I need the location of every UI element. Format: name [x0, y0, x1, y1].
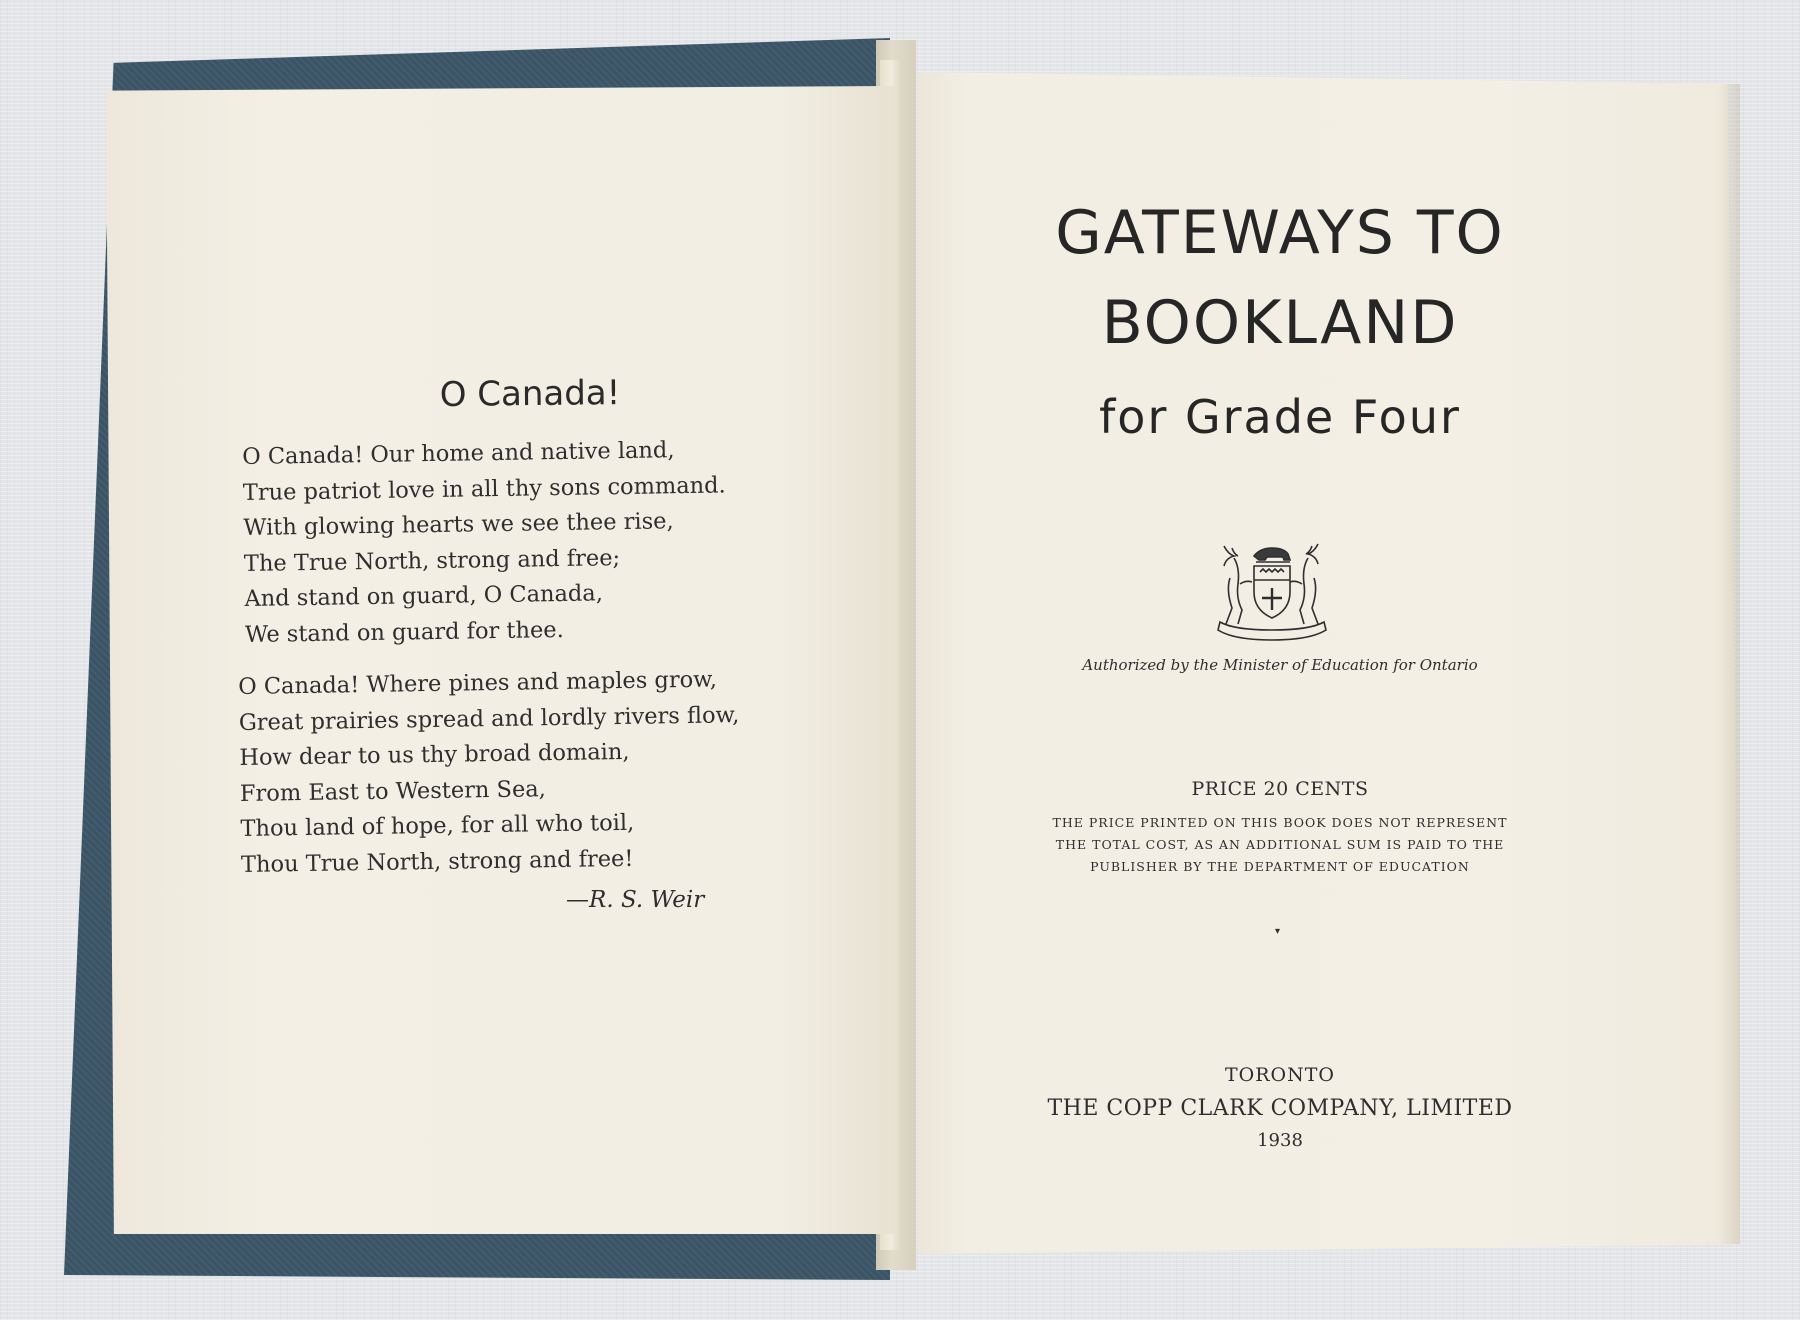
price-label: PRICE 20 CENTS: [1191, 778, 1369, 800]
price-disclaimer-line: THE TOTAL COST, AS AN ADDITIONAL SUM IS PAID TO THE: [1055, 837, 1505, 852]
ontario-coat-of-arms-icon: [1210, 538, 1334, 646]
poem-line: Thou land of hope, for all who toil,: [240, 809, 635, 842]
poem-stanza-2: [238, 662, 742, 883]
poem-line: O Canada! Our home and native land,: [242, 437, 675, 470]
authorization-note: Authorized by the Minister of Education for Ontario: [1082, 656, 1478, 674]
poem-author: —R. S. Weir: [566, 887, 705, 913]
book-title-line-2: BOOKLAND: [1101, 288, 1459, 358]
poem-line: How dear to us thy broad domain,: [239, 738, 630, 771]
poem-title: O Canada!: [439, 373, 621, 415]
book-title-line-1: GATEWAYS TO: [1055, 198, 1505, 268]
price-disclaimer: [1010, 812, 1550, 878]
poem-line: The True North, strong and free;: [243, 544, 621, 577]
left-page: [106, 86, 896, 1234]
publisher-city: TORONTO: [1224, 1064, 1335, 1086]
poem-stanza-1: [242, 432, 728, 653]
poem-line: From East to Western Sea,: [239, 775, 547, 807]
publisher-name: THE COPP CLARK COMPANY, LIMITED: [1047, 1096, 1513, 1121]
book-subtitle: for Grade Four: [1099, 390, 1461, 444]
price-disclaimer-line: THE PRICE PRINTED ON THIS BOOK DOES NOT REPRESENT: [1052, 815, 1508, 830]
poem-line: Great prairies spread and lordly rivers flow,: [238, 701, 740, 736]
poem-line: Thou True North, strong and free!: [240, 845, 634, 878]
book-title: [970, 188, 1590, 368]
price-disclaimer-line: PUBLISHER BY THE DEPARTMENT OF EDUCATION: [1090, 859, 1470, 874]
poem-line: O Canada! Where pines and maples grow,: [238, 666, 718, 700]
poem-line: With glowing hearts we see thee rise,: [243, 508, 674, 541]
poem-line: And stand on guard, O Canada,: [244, 580, 604, 612]
poem-line: True patriot love in all thy sons command.: [242, 471, 726, 506]
poem-line: We stand on guard for thee.: [244, 616, 564, 648]
ornament-mark: ▾: [1275, 926, 1281, 937]
page-edge-right: [1718, 84, 1740, 1244]
publication-year: 1938: [1257, 1130, 1303, 1151]
